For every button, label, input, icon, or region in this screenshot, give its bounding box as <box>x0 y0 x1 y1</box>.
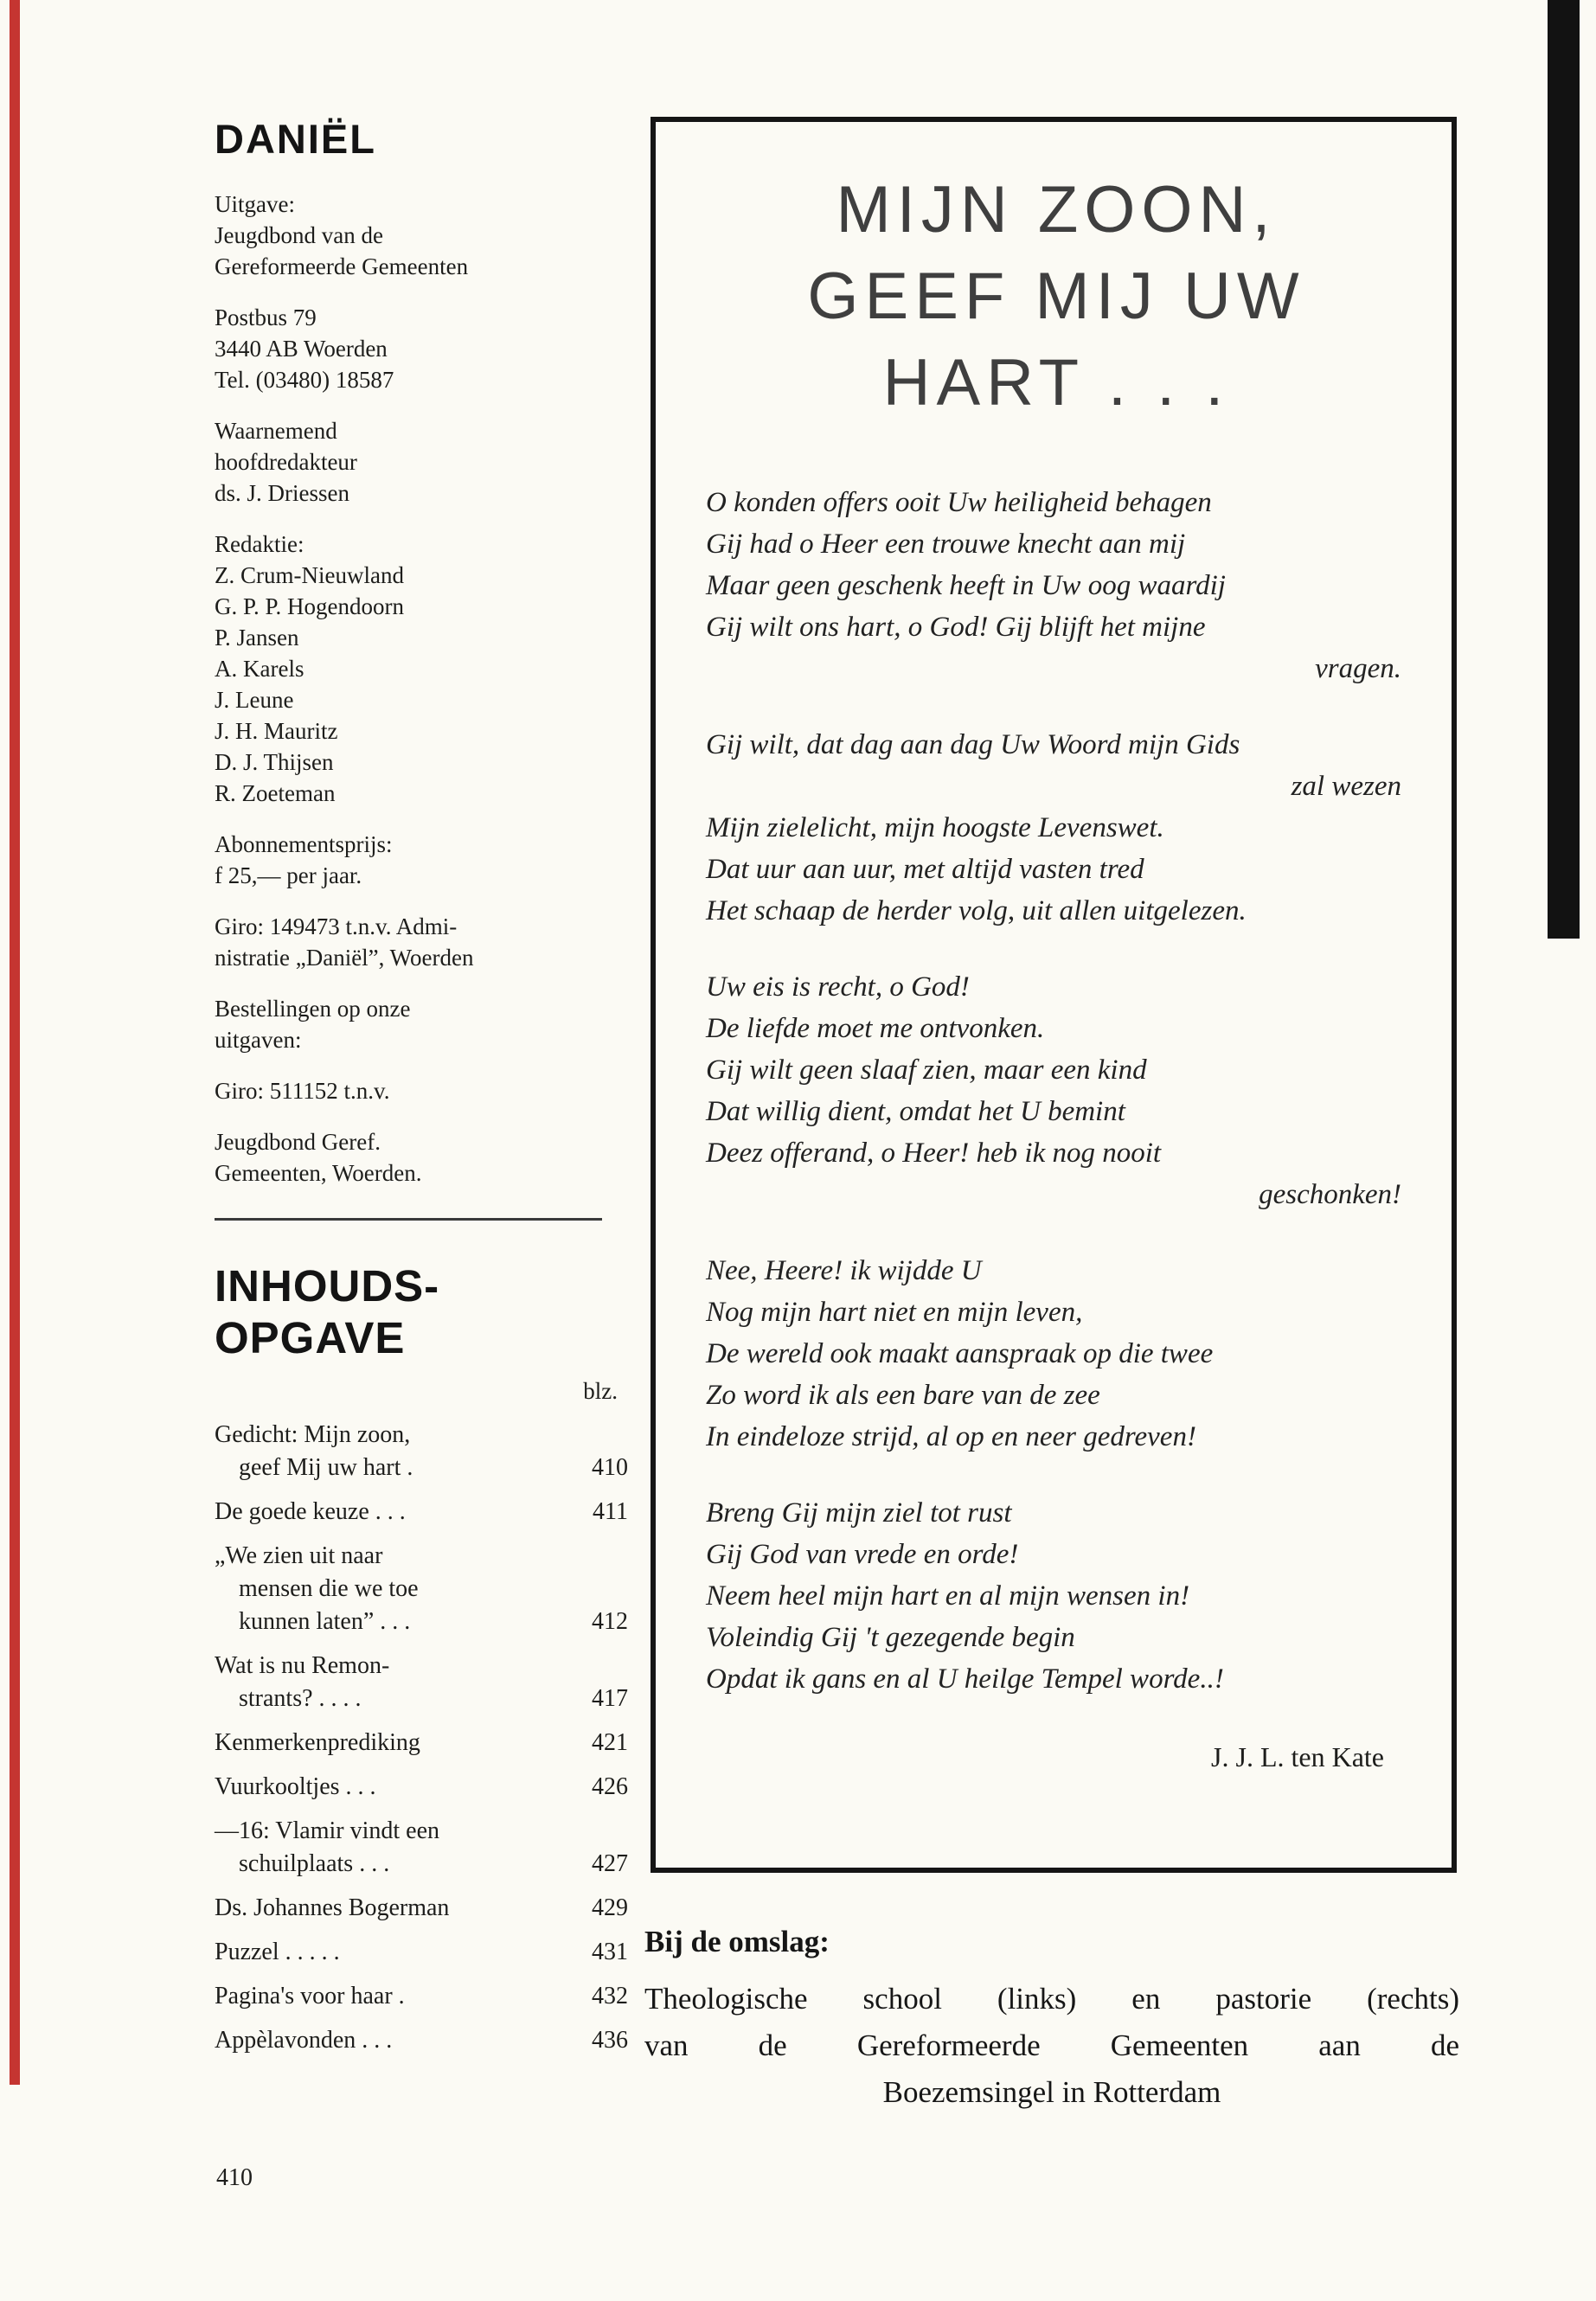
toc-entry-line: kunnen laten” . . . <box>239 1608 411 1635</box>
poem-line: Voleindig Gij 't gezegende begin <box>706 1622 1075 1653</box>
cover-caption-line: Boezemsingel in Rotterdam <box>882 2075 1221 2109</box>
poem-line: Maar geen geschenk heeft in Uw oog waardij <box>706 570 1226 601</box>
poem-line: geschonken! <box>1259 1179 1401 1210</box>
redaktie-member: A. Karels <box>215 656 304 682</box>
page-edge-bar <box>1548 0 1580 939</box>
giro-uitgaven-line: Giro: 511152 t.n.v. <box>215 1078 390 1104</box>
abonnement-label: Abonnementsprijs: <box>215 831 393 857</box>
cover-caption-line: Theologische school (links) en pastorie (rechts) <box>644 1982 1459 2016</box>
redaktie-block <box>215 529 628 809</box>
poem-stanza <box>706 966 1407 1215</box>
toc-entry <box>215 1936 628 1969</box>
poem-line: Uw eis is recht, o God! <box>706 971 970 1003</box>
poem-line: O konden offers ooit Uw heiligheid behagen <box>706 487 1212 518</box>
toc-entry <box>215 1980 628 2013</box>
poem-line: Het schaap de herder volg, uit allen uitgelezen. <box>706 895 1247 926</box>
page-number: 410 <box>216 2164 253 2191</box>
toc-entry-page: 432 <box>592 1983 628 2009</box>
toc-entry-page: 429 <box>592 1894 628 1921</box>
redaktie-member: Z. Crum-Nieuwland <box>215 562 404 588</box>
toc-entry <box>215 1540 628 1638</box>
hoofdredakteur-line: Waarnemend <box>215 418 337 444</box>
giro-uitgaven-block <box>215 1075 628 1106</box>
bestellingen-line: uitgaven: <box>215 1027 302 1053</box>
toc-entry-line: Appèlavonden . . . <box>215 2027 393 2054</box>
hoofdredakteur-block <box>215 415 628 509</box>
address-line: 3440 AB Woerden <box>215 336 388 362</box>
poem-line: Gij wilt, dat dag aan dag Uw Woord mijn Gids <box>706 729 1240 760</box>
toc-entry-line: Ds. Johannes Bogerman <box>215 1894 450 1921</box>
toc-heading-line: OPGAVE <box>215 1313 406 1362</box>
toc-entry-line: schuilplaats . . . <box>239 1850 390 1877</box>
poem-line: Breng Gij mijn ziel tot rust <box>706 1497 1012 1529</box>
toc-heading <box>215 1260 628 1364</box>
poem-author: J. J. L. ten Kate <box>1211 1741 1384 1772</box>
poem-line: vragen. <box>1315 653 1401 684</box>
toc-entry <box>215 1771 628 1804</box>
masthead-column <box>215 115 628 2068</box>
poem-title-line: GEEF MIJ UW <box>807 260 1305 333</box>
toc-entry <box>215 1496 628 1529</box>
giro-line: Giro: 149473 t.n.v. Admi- <box>215 913 458 939</box>
hoofdredakteur-line: ds. J. Driessen <box>215 480 349 506</box>
bestellingen-block <box>215 993 628 1055</box>
toc-entry-line: Pagina's voor haar . <box>215 1983 405 2009</box>
cover-caption-line: van de Gereformeerde Gemeenten aan de <box>644 2029 1459 2062</box>
uitgave-line: Gereformeerde Gemeenten <box>215 253 469 279</box>
poem-line: Mijn zielelicht, mijn hoogste Levenswet. <box>706 812 1164 843</box>
address-line: Tel. (03480) 18587 <box>215 367 394 393</box>
toc-entry-page: 421 <box>592 1729 628 1756</box>
bestellingen-line: Bestellingen op onze <box>215 996 411 1022</box>
poem-stanza <box>706 724 1407 932</box>
poem-line: De liefde moet me ontvonken. <box>706 1013 1045 1044</box>
poem-line: Zo word ik als een bare van de zee <box>706 1380 1100 1411</box>
giro-line: nistratie „Daniël”, Woerden <box>215 945 474 971</box>
poem-line: Nog mijn hart niet en mijn leven, <box>706 1297 1083 1328</box>
jeugdbond-line: Gemeenten, Woerden. <box>215 1160 422 1186</box>
redaktie-label: Redaktie: <box>215 531 304 557</box>
poem-line: Nee, Heere! ik wijdde U <box>706 1255 982 1286</box>
toc-entry-line: De goede keuze . . . <box>215 1498 406 1525</box>
address-block <box>215 302 628 395</box>
section-divider <box>215 1218 602 1221</box>
poem-line: Gij wilt geen slaaf zien, maar een kind <box>706 1054 1147 1086</box>
toc-entry-page: 417 <box>592 1685 628 1712</box>
toc-entry-line: Wat is nu Remon- <box>215 1652 390 1679</box>
toc-entry-page: 427 <box>592 1850 628 1877</box>
abonnement-price: f 25,— per jaar. <box>215 862 362 888</box>
toc-entry-line: geef Mij uw hart . <box>239 1454 413 1481</box>
poem-line: Neem heel mijn hart en al mijn wensen in! <box>706 1580 1190 1612</box>
magazine-title: DANIËL <box>215 116 376 162</box>
redaktie-member: D. J. Thijsen <box>215 749 334 775</box>
poem-line: In eindeloze strijd, al op en neer gedreven! <box>706 1421 1196 1452</box>
toc-entry <box>215 2024 628 2057</box>
uitgave-block <box>215 189 628 282</box>
toc-entry <box>215 1650 628 1715</box>
toc-entry <box>215 1892 628 1925</box>
toc-entry-page: 426 <box>592 1773 628 1800</box>
toc-entry-page: 436 <box>592 2027 628 2054</box>
red-margin-stripe <box>10 0 20 2085</box>
toc-entry <box>215 1727 628 1759</box>
poem-stanza <box>706 1492 1407 1700</box>
uitgave-label: Uitgave: <box>215 191 295 217</box>
poem-line: Deez offerand, o Heer! heb ik nog nooit <box>706 1138 1162 1169</box>
toc-entry-line: mensen die we toe <box>239 1575 419 1602</box>
uitgave-line: Jeugdbond van de <box>215 222 383 248</box>
cover-caption-label: Bij de omslag: <box>644 1925 830 1958</box>
toc-heading-line: INHOUDS- <box>215 1261 440 1311</box>
poem-box <box>651 117 1457 1873</box>
toc-entry-page: 410 <box>592 1454 628 1481</box>
poem-line: Opdat ik gans en al U heilge Tempel worde..! <box>706 1663 1224 1695</box>
cover-caption <box>644 1919 1459 2116</box>
toc-entry-line: Gedicht: Mijn zoon, <box>215 1421 411 1448</box>
redaktie-member: P. Jansen <box>215 625 299 651</box>
poem-line: Dat uur aan uur, met altijd vasten tred <box>706 854 1144 885</box>
toc-entry-line: Vuurkooltjes . . . <box>215 1773 376 1800</box>
hoofdredakteur-line: hoofdredakteur <box>215 449 357 475</box>
address-line: Postbus 79 <box>215 304 317 330</box>
redaktie-member: J. Leune <box>215 687 294 713</box>
poem-line: Gij had o Heer een trouwe knecht aan mij <box>706 529 1186 560</box>
redaktie-member: G. P. P. Hogendoorn <box>215 593 405 619</box>
jeugdbond-block <box>215 1126 628 1189</box>
poem-line: Dat willig dient, omdat het U bemint <box>706 1096 1125 1127</box>
giro-administratie-block <box>215 911 628 973</box>
toc-entry-line: Kenmerkenprediking <box>215 1729 420 1756</box>
toc-entry <box>215 1419 628 1484</box>
poem-title-line: HART . . . <box>882 346 1230 420</box>
toc-entry <box>215 1815 628 1881</box>
poem-title-line: MIJN ZOON, <box>836 173 1277 247</box>
poem-stanza <box>706 1250 1407 1458</box>
poem-line: Gij God van vrede en orde! <box>706 1539 1019 1570</box>
poem-stanza <box>706 482 1407 689</box>
redaktie-member: R. Zoeteman <box>215 780 336 806</box>
jeugdbond-line: Jeugdbond Geref. <box>215 1129 381 1155</box>
poem-line: zal wezen <box>1291 771 1401 802</box>
poem-line: De wereld ook maakt aanspraak op die twee <box>706 1338 1214 1369</box>
redaktie-member: J. H. Mauritz <box>215 718 338 744</box>
toc-entry-page: 431 <box>592 1939 628 1965</box>
poem-line: Gij wilt ons hart, o God! Gij blijft het mijne <box>706 612 1206 643</box>
toc-entry-line: „We zien uit naar <box>215 1542 383 1569</box>
toc-entry-line: strants? . . . . <box>239 1685 362 1712</box>
toc-entry-page: 411 <box>593 1498 628 1525</box>
toc-entry-line: Puzzel . . . . . <box>215 1939 340 1965</box>
toc-entry-line: —16: Vlamir vindt een <box>215 1817 439 1844</box>
toc-entry-page: 412 <box>592 1608 628 1635</box>
poem-title <box>706 167 1407 426</box>
toc-column-label: blz. <box>583 1378 618 1404</box>
abonnement-block <box>215 829 628 891</box>
